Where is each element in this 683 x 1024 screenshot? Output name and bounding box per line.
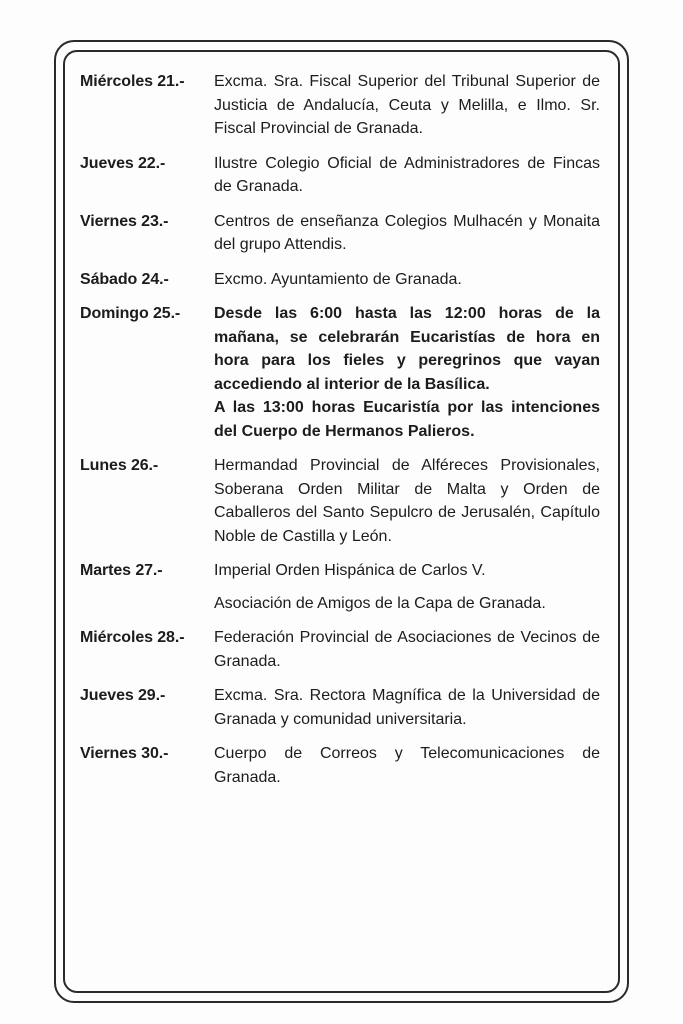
entry-description xyxy=(214,559,600,615)
entry-description xyxy=(214,268,600,292)
entry-day: Viernes 30.- xyxy=(80,745,169,762)
entry-day: Jueves 22.- xyxy=(80,154,166,172)
entry-description xyxy=(214,684,600,731)
entry-paragraph: Cuerpo de Correos y Telecomunicaciones de Granada. xyxy=(214,745,600,786)
entry-day: Miércoles 28.- xyxy=(80,629,185,646)
entry-paragraph: Excma. Sra. Rectora Magnífica de la Universidad de Granada y comunidad universitaria. xyxy=(214,687,600,728)
entry-paragraph: Excma. Sra. Fiscal Superior del Tribunal Superior de Justicia de Andalucía, Ceuta y Melilla, e Ilmo. Sr. Fiscal Provincial de Granada. xyxy=(214,73,600,137)
entry-day: Martes 27.- xyxy=(80,562,163,579)
entry-day: Lunes 26.- xyxy=(80,457,159,474)
entry-description xyxy=(214,302,600,443)
entry-paragraph: Excmo. Ayuntamiento de Granada. xyxy=(214,270,462,288)
entry-description xyxy=(214,70,600,141)
entry-paragraph: Federación Provincial de Asociaciones de Vecinos de Granada. xyxy=(214,629,600,670)
schedule-entry xyxy=(80,70,600,141)
schedule-entry xyxy=(80,152,600,199)
entry-description xyxy=(214,152,600,199)
entry-paragraph: Imperial Orden Hispánica de Carlos V. xyxy=(214,562,486,579)
entry-description xyxy=(214,454,600,548)
entry-paragraph: A las 13:00 horas Eucaristía por las intenciones del Cuerpo de Hermanos Palieros. xyxy=(214,399,600,440)
schedule-entry xyxy=(80,210,600,257)
entry-description xyxy=(214,742,600,789)
entry-paragraph: Ilustre Colegio Oficial de Administradores de Fincas de Granada. xyxy=(214,154,600,195)
schedule-list xyxy=(80,70,600,800)
entry-paragraph: Centros de enseñanza Colegios Mulhacén y Monaita del grupo Attendis. xyxy=(214,212,600,253)
entry-paragraph: Desde las 6:00 hasta las 12:00 horas de la mañana, se celebrarán Eucaristías de hora en hora para los fieles y peregrinos que vayan accediendo al interior de la Basílica. xyxy=(214,305,600,393)
entry-day: Sábado 24.- xyxy=(80,270,169,288)
schedule-entry xyxy=(80,559,600,615)
entry-description xyxy=(214,210,600,257)
entry-day: Viernes 23.- xyxy=(80,212,169,230)
entry-day: Jueves 29.- xyxy=(80,687,166,704)
schedule-entry xyxy=(80,742,600,789)
schedule-entry xyxy=(80,454,600,548)
schedule-entry xyxy=(80,302,600,443)
entry-day: Miércoles 21.- xyxy=(80,73,185,90)
entry-day: Domingo 25.- xyxy=(80,305,181,322)
schedule-entry xyxy=(80,268,600,292)
entry-paragraph: Hermandad Provincial de Alféreces Provisionales, Soberana Orden Militar de Malta y Orden de Caballeros del Santo Sepulcro de Jerusalén, Capítulo Noble de Castilla y León. xyxy=(214,457,600,545)
entry-description xyxy=(214,626,600,673)
schedule-entry xyxy=(80,684,600,731)
schedule-entry xyxy=(80,626,600,673)
entry-paragraph: Asociación de Amigos de la Capa de Granada. xyxy=(214,594,546,612)
